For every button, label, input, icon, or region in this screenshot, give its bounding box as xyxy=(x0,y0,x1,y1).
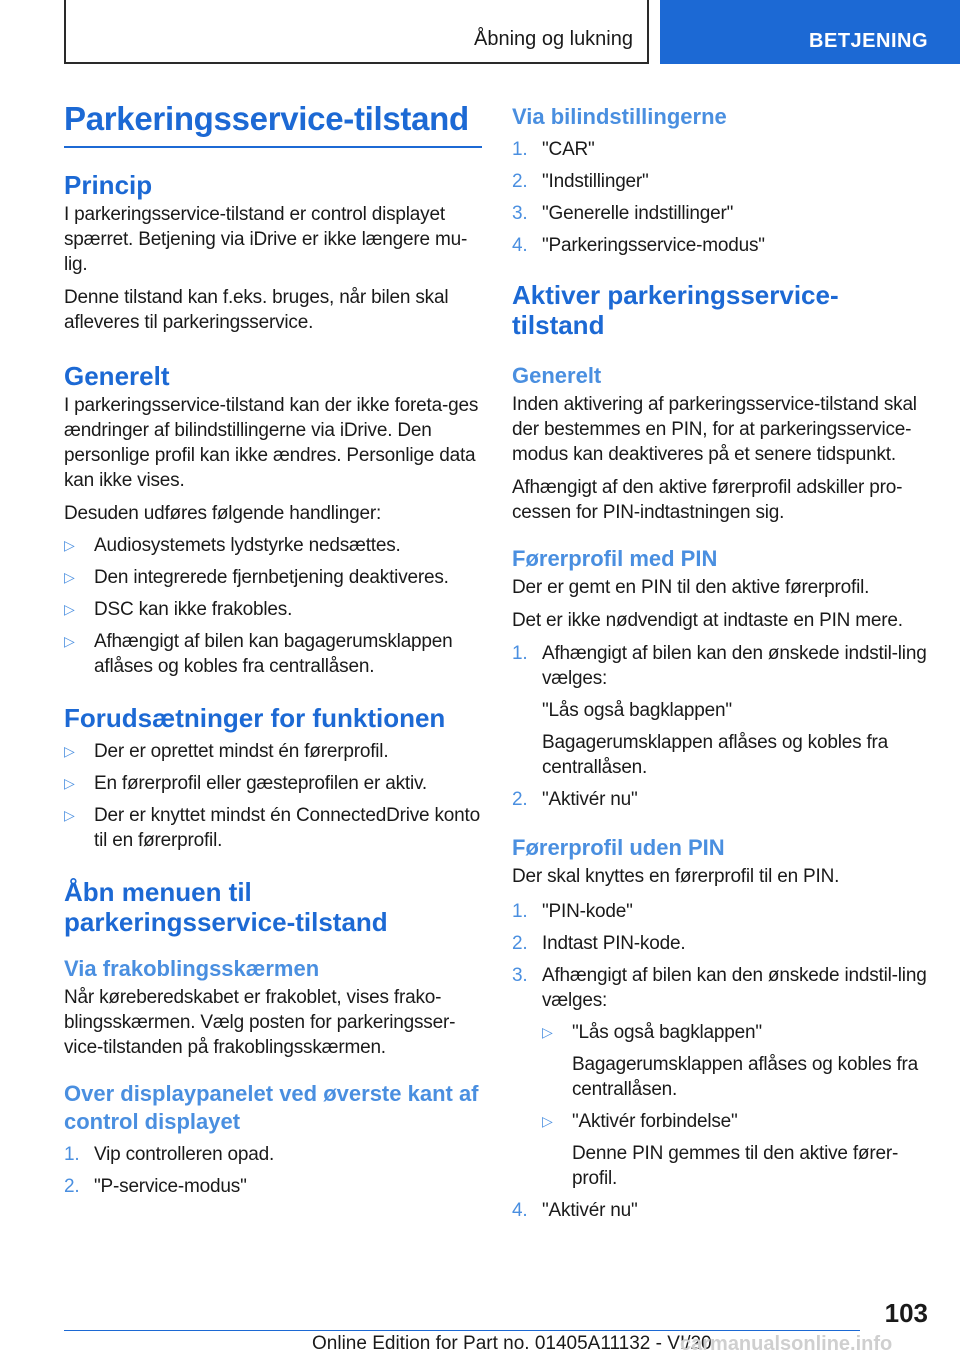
med-pin-paragraph-1: Der er gemt en PIN til den aktive førerprofil. xyxy=(512,577,870,598)
list-item: ▷ "Aktivér forbindelse" Denne PIN gemmes til den aktive fører-profil. xyxy=(542,1111,899,1189)
princip-heading: Princip xyxy=(64,170,153,200)
list-item: 1. "PIN-kode" xyxy=(512,901,633,922)
aktiver-generelt-paragraph-2: Afhængigt af den aktive førerprofil adskiller pro-cessen for PIN-indtastningen sig. xyxy=(512,477,903,523)
list-item: 1. "CAR" xyxy=(512,139,595,160)
page-title: Parkeringsservice-tilstand xyxy=(64,100,482,148)
list-item: ▷ Afhængigt af bilen kan bagagerumsklappen aflåses og kobles fra centrallåsen. xyxy=(64,631,453,677)
aktiver-generelt-paragraph-1: Inden aktivering af parkeringsservice-tilstand skal der bestemmes en PIN, for at parkeringsservice-modus kan deaktiveres på et senere tidspunkt. xyxy=(512,394,917,465)
med-pin-paragraph-2: Det er ikke nødvendigt at indtaste en PIN mere. xyxy=(512,610,903,631)
med-pin-steps xyxy=(512,641,930,812)
watermark: carmanualsonline.info xyxy=(680,1333,893,1355)
princip-paragraph-1: I parkeringsservice-tilstand er control displayet spærret. Betjening via iDrive er ikke længere mu-lig. xyxy=(64,204,468,275)
triangle-bullet-icon: ▷ xyxy=(64,807,75,823)
frakobling-paragraph: Når køreberedskabet er frakoblet, vises frako-blingsskærmen. Vælg posten for parkeringsser-vice-tilstanden på frakoblingsskærmen. xyxy=(64,987,456,1058)
generelt-paragraph-1: I parkeringsservice-tilstand kan der ikke foreta-ges ændringer af bilindstillingerne via iDrive. Den personlige profil kan ikke ændres. Personlige data kan ikke vises. xyxy=(64,395,479,491)
list-item: ▷ Den integrerede fjernbetjening deaktiveres. xyxy=(64,567,449,588)
list-item: 2. "Aktivér nu" xyxy=(512,789,638,810)
forudsaetninger-heading: Forudsætninger for funktionen xyxy=(64,703,446,733)
list-item: ▷ Der er oprettet mindst én førerprofil. xyxy=(64,741,389,762)
triangle-bullet-icon: ▷ xyxy=(542,1024,553,1040)
list-item: 4. "Parkeringsservice-modus" xyxy=(512,235,765,256)
aktiver-generelt-subheading: Generelt xyxy=(512,363,602,388)
generelt-paragraph-2: Desuden udføres følgende handlinger: xyxy=(64,503,382,524)
header-section-title: Åbning og lukning xyxy=(473,28,633,50)
page-number: 103 xyxy=(884,1298,928,1328)
footer-divider xyxy=(64,1330,860,1331)
list-item: 3. Afhængigt af bilen kan den ønskede indstil-ling vælges: ▷ "Lås også bagklappen" Bagagerumsklappen aflåses og kobles fra centrallåsen. ▷ "Aktivér forbindelse" Denne PIN gemmes til den aktive fører-profil. xyxy=(512,963,930,1191)
header-section-box xyxy=(64,0,649,64)
header-chapter-box xyxy=(660,0,960,64)
triangle-bullet-icon: ▷ xyxy=(64,775,75,791)
list-item: 4. "Aktivér nu" xyxy=(512,1200,638,1221)
princip-paragraph-2: Denne tilstand kan f.eks. bruges, når bilen skal afleveres til parkeringsservice. xyxy=(64,287,449,333)
generelt-bullet-list xyxy=(64,533,482,679)
generelt-heading: Generelt xyxy=(64,361,170,391)
list-item: ▷ Der er knyttet mindst én ConnectedDrive konto til en førerprofil. xyxy=(64,805,480,851)
aktiver-heading: Aktiver parkeringsservice-tilstand xyxy=(512,280,839,340)
list-item: 2. "P-service-modus" xyxy=(64,1176,247,1197)
triangle-bullet-icon: ▷ xyxy=(64,601,75,617)
bilind-subheading: Via bilindstillingerne xyxy=(512,104,727,129)
list-item: 1. Vip controlleren opad. xyxy=(64,1144,275,1165)
list-item: ▷ Audiosystemets lydstyrke nedsættes. xyxy=(64,535,401,556)
med-pin-subheading: Førerprofil med PIN xyxy=(512,546,718,571)
displaypanel-subheading: Over displaypanelet ved øverste kant af control displayet xyxy=(64,1081,479,1134)
list-item: ▷ DSC kan ikke frakobles. xyxy=(64,599,293,620)
header-chapter-title: BETJENING xyxy=(809,30,928,52)
list-item: 2. "Indstillinger" xyxy=(512,171,649,192)
uden-pin-subheading: Førerprofil uden PIN xyxy=(512,835,725,860)
right-column xyxy=(512,100,930,1223)
menu-heading: Åbn menuen til parkeringsservice-tilstand xyxy=(64,877,388,937)
uden-pin-steps xyxy=(512,899,930,1223)
list-item: ▷ "Lås også bagklappen" Bagagerumsklappen aflåses og kobles fra centrallåsen. xyxy=(542,1022,919,1100)
uden-pin-paragraph-1: Der skal knyttes en førerprofil til en PIN. xyxy=(512,866,840,887)
forudsaetninger-bullet-list xyxy=(64,739,482,853)
footer-edition: Online Edition for Part no. 01405A11132 - VI/20 xyxy=(312,1333,712,1354)
list-item: 1. Afhængigt af bilen kan den ønskede indstil-ling vælges: "Lås også bagklappen" Bagagerumsklappen aflåses og kobles fra centrallåsen. xyxy=(512,643,927,778)
triangle-bullet-icon: ▷ xyxy=(64,743,75,759)
displaypanel-steps xyxy=(64,1142,482,1199)
uden-pin-sub-bullets xyxy=(542,1020,930,1191)
triangle-bullet-icon: ▷ xyxy=(64,569,75,585)
triangle-bullet-icon: ▷ xyxy=(64,537,75,553)
list-item: 2. Indtast PIN-kode. xyxy=(512,933,686,954)
frakobling-subheading: Via frakoblingsskærmen xyxy=(64,956,320,981)
bilind-steps xyxy=(512,137,930,258)
triangle-bullet-icon: ▷ xyxy=(64,633,75,649)
list-item: 3. "Generelle indstillinger" xyxy=(512,203,734,224)
list-item: ▷ En førerprofil eller gæsteprofilen er aktiv. xyxy=(64,773,427,794)
left-column xyxy=(64,100,482,1199)
triangle-bullet-icon: ▷ xyxy=(542,1113,553,1129)
